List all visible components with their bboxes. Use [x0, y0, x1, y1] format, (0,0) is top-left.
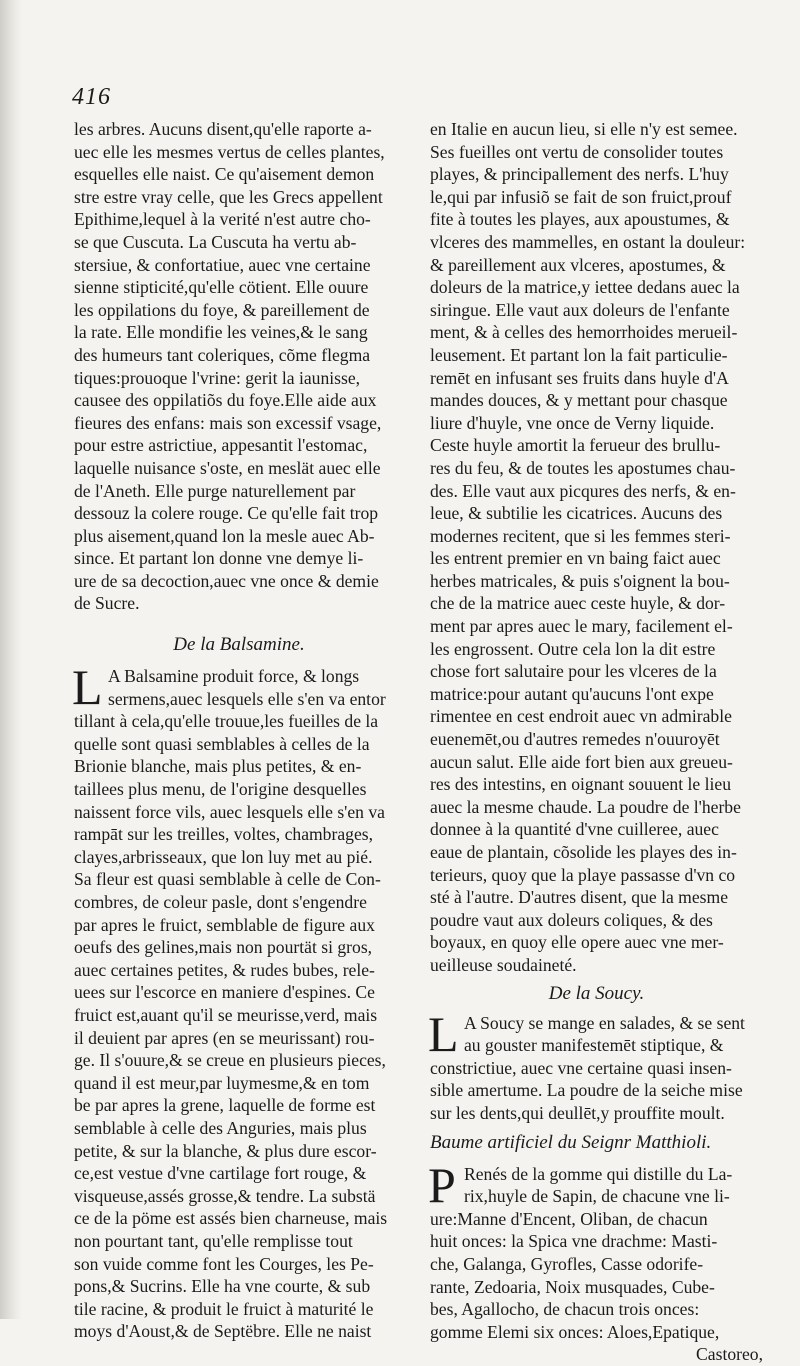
text-line: res des intestins, en oignant souuent le lieu [430, 774, 731, 795]
text-line: leue, & subtilie les cicatrices. Aucuns des [430, 503, 723, 524]
text-line: quelle sont quasi semblables à celles de la [74, 733, 370, 754]
catchword: Castoreo, [696, 1344, 763, 1365]
text-line: leusement. Et partant lon la fait particulie- [430, 344, 728, 365]
page-number: 416 [72, 84, 111, 110]
dropcap-baume: P [428, 1156, 456, 1213]
text-line: ment, & à celles des hemorrhoides merueil- [430, 322, 738, 343]
text-line: sté à l'autre. D'autres disent, que la mesme [430, 887, 729, 908]
text-line: les oppilations du foye, & pareillement de [74, 299, 370, 320]
text-line: par apres le fruict, semblable de figure aux [74, 914, 375, 935]
balsamine-paragraph [72, 659, 404, 1343]
page-gutter-shadow [0, 0, 22, 1319]
text-line: stersiue, & confortatiue, auec vne certaine [74, 254, 371, 275]
text-line: A Soucy se mange en salades, & se sent [464, 1012, 745, 1033]
text-line: sermens,auec lesquels elle s'en va entor [108, 688, 386, 709]
text-line: semblable à celle des Anguries, mais plus [74, 1117, 367, 1138]
text-line: esquelles elle naist. Ce qu'aisement demon [74, 164, 375, 185]
text-line: huit onces: la Spica vne drachme: Masti- [430, 1231, 718, 1252]
text-line: donnee à la quantité d'vne cuilleree, auec [430, 819, 719, 840]
text-line: pour estre astrictiue, appesantit l'estomac, [74, 435, 368, 456]
text-line: poudre vaut aux doleurs coliques, & des [430, 909, 713, 930]
text-line: de l'Aneth. Elle purge naturellement par [74, 480, 356, 501]
text-line: son vuide comme font les Courges, les Pe- [74, 1253, 374, 1274]
text-line: ment par apres auec le mary, facilement el- [430, 616, 733, 637]
text-line: combres, de coleur pasle, dont s'engendre [74, 892, 367, 912]
text-line: constrictiue, auec vne certaine quasi insen- [430, 1057, 732, 1078]
text-line: pons,& Sucrins. Elle ha vne courte, & sub [74, 1276, 371, 1297]
text-line: ce,est vestue d'vne cartilage fort rouge, & [74, 1163, 367, 1184]
text-line: uec elle les mesmes vertus de celles plantes, [74, 141, 385, 162]
text-line: Epithime,lequel à la verité n'est autre cho- [74, 209, 371, 230]
text-line: che, Galanga, Gyrofles, Casse odorife- [430, 1253, 704, 1274]
text-line: rante, Zedoaria, Noix musquades, Cube- [430, 1276, 715, 1297]
text-line: stre estre vray celle, que les Grecs appellent [74, 186, 383, 207]
text-line: Sa fleur est quasi semblable à celle de Con- [74, 869, 381, 890]
text-line: playes, & principallement des nerfs. L'huy [430, 164, 729, 185]
right-intro-paragraph [430, 118, 763, 977]
text-line: herbes matricales, & puis s'oignent la bou- [430, 570, 730, 591]
text-line: oeufs des gelines,mais non pourtät si gros, [74, 937, 373, 958]
heading-soucy: De la Soucy. [548, 982, 645, 1004]
text-line: fieures des enfans: mais son excessif vsage, [74, 412, 382, 433]
baume-paragraph [428, 1156, 763, 1344]
text-line: taillees plus menu, de l'origine desquelles [74, 779, 367, 800]
text-line: terieurs, quoy que la playe passasse d'vn co [430, 864, 736, 885]
text-line: clayes,arbrisseaux, que lon luy met au pié. [74, 846, 373, 867]
text-line: boyaux, en quoy elle opere auec vne mer- [430, 932, 724, 953]
text-line: au gouster manifestemēt stiptique, & [464, 1035, 724, 1056]
text-line: bes, Agallocho, de chacun trois onces: [430, 1299, 700, 1320]
text-line: plus aisement,quand lon la mesle auec Ab- [74, 525, 375, 546]
text-line: remēt en infusant ses fruits dans huyle d'A [430, 367, 729, 388]
text-line: Brionie blanche, mais plus petites, & en- [74, 756, 362, 777]
dropcap-soucy: L [428, 1005, 459, 1062]
text-line: causee des oppilatiõs du foye.Elle aide aux [74, 390, 377, 411]
text-line: matrice:pour autant qu'aucuns l'ont expe [430, 683, 714, 704]
text-line: since. Et partant lon donne vne demye li- [74, 548, 364, 569]
text-line: rimentee en cest endroit auec vn admirable [430, 706, 732, 727]
text-line: laquelle nuisance s'oste, en meslät auec elle [74, 457, 381, 478]
text-line: fruict est,auant qu'il se meurisse,verd, mais [74, 1004, 378, 1025]
left-column [74, 118, 404, 1343]
text-line: quand il est meur,par luymesme,& en tom [74, 1072, 370, 1093]
text-line: ge. Il s'ouure,& se creue en plusieurs pieces, [74, 1050, 386, 1071]
text-line: eaue de plantain, cõsolide les playes des in- [430, 842, 737, 862]
heading-baume: Baume artificiel du Seignr Matthioli. [430, 1131, 712, 1153]
text-line: euenemēt,ou d'autres remedes n'ouuroyēt [430, 729, 720, 750]
text-line: doleurs de la matrice,y iettee dedans auec la [430, 277, 740, 298]
text-line: des. Elle vaut aux picqures des nerfs, & en- [430, 480, 736, 501]
text-line: sur les dents,qui deullēt,y prouffite moult. [430, 1102, 725, 1123]
text-line: modernes recitent, que si les femmes steri- [430, 525, 731, 546]
text-line: les arbres. Aucuns disent,qu'elle raporte a- [74, 119, 372, 139]
text-line: sienne stipticité,qu'elle cötient. Elle ouure [74, 277, 369, 298]
text-line: vlceres des mammelles, en ostant la douleur: [430, 231, 746, 252]
text-line: che de la matrice auec ceste huyle, & dor- [430, 593, 726, 614]
heading-balsamine: De la Balsamine. [173, 634, 305, 656]
text-line: siringue. Elle vaut aux doleurs de l'enfante [430, 299, 730, 320]
text-line: be par apres la grene, laquelle de forme est [74, 1095, 376, 1116]
text-line: mandes douces, & y mettant pour chasque [430, 390, 728, 411]
text-line: la rate. Elle mondifie les veines,& le sang [74, 322, 368, 343]
text-line: Ses fueilles ont vertu de consolider toutes [430, 141, 724, 162]
text-line: sible amertume. La poudre de la seiche mise [430, 1080, 743, 1101]
text-line: chose fort salutaire pour les vlceres de la [430, 661, 717, 682]
text-line: uees sur l'escorce en maniere d'espines. Ce [74, 982, 375, 1003]
text-line: auec la mesme chaude. La poudre de l'herbe [430, 796, 741, 817]
text-line: rix,huyle de Sapin, de chacune vne li- [464, 1186, 730, 1207]
text-line: visqueuse,assés grosse,& tendre. La substä [74, 1185, 376, 1206]
text-line: res du feu, & de toutes les apostumes chau- [430, 457, 736, 478]
text-line: naissent force vils, auec lesquels elle s'en va [74, 801, 385, 822]
right-column [430, 118, 763, 1366]
text-line: en Italie en aucun lieu, si elle n'y est semee. [430, 119, 738, 139]
text-line: tillant à cela,qu'elle trouue,les fueilles de la [74, 711, 379, 732]
text-line: auec certaines petites, & rudes bubes, rele- [74, 959, 375, 980]
text-line: liure d'huyle, vne once de Verny liquide. [430, 412, 715, 433]
text-line: non pourtant tant, qu'elle remplisse tout [74, 1230, 353, 1251]
text-line: Renés de la gomme qui distille du La- [464, 1163, 733, 1184]
text-line: Ceste huyle amortit la ferueur des brullu- [430, 435, 721, 456]
text-line: moys d'Aoust,& de Septëbre. Elle ne naist [74, 1321, 372, 1342]
text-line: A Balsamine produit force, & longs [108, 666, 360, 687]
text-line: fite à toutes les playes, aux apoustumes, & [430, 209, 730, 230]
text-line: & pareillement aux vlceres, apostumes, & [430, 254, 726, 275]
text-line: le,qui par infusiõ se fait de son fruict,prouf [430, 186, 732, 207]
text-line: gomme Elemi six onces: Aloes,Epatique, [430, 1321, 720, 1342]
text-line: ce de la pöme est assés bien charneuse, mais [74, 1208, 388, 1229]
text-line: ure:Manne d'Encent, Oliban, de chacun [430, 1208, 708, 1229]
soucy-paragraph [428, 1005, 763, 1125]
text-line: des humeurs tant coleriques, cõme flegma [74, 344, 371, 365]
text-line: les engrossent. Outre cela lon la dit estre [430, 638, 716, 659]
left-intro-paragraph [74, 118, 404, 615]
text-line: se que Cuscuta. La Cuscuta ha vertu ab- [74, 231, 357, 252]
text-line: rampāt sur les treilles, voltes, chambrages, [74, 824, 373, 845]
text-line: aucun salut. Elle aide fort bien aux greueu- [430, 751, 733, 772]
text-line: ueilleuse soudaineté. [430, 954, 577, 975]
dropcap-balsamine: L [72, 659, 103, 716]
text-line: de Sucre. [74, 593, 140, 614]
text-line: dessouz la colere rouge. Ce qu'elle fait trop [74, 503, 379, 524]
text-line: ure de sa decoction,auec vne once & demie [74, 570, 379, 591]
text-line: tile racine, & produit le fruict à maturité le [74, 1298, 374, 1319]
text-line: les entrent premier en vn baing faict auec [430, 548, 721, 569]
text-line: il deuient par apres (en se meurissant) rou- [74, 1027, 375, 1048]
text-line: tiques:prouoque l'vrine: gerit la iaunisse, [74, 367, 361, 388]
text-line: petite, & sur la blanche, & plus dure escor- [74, 1140, 377, 1161]
